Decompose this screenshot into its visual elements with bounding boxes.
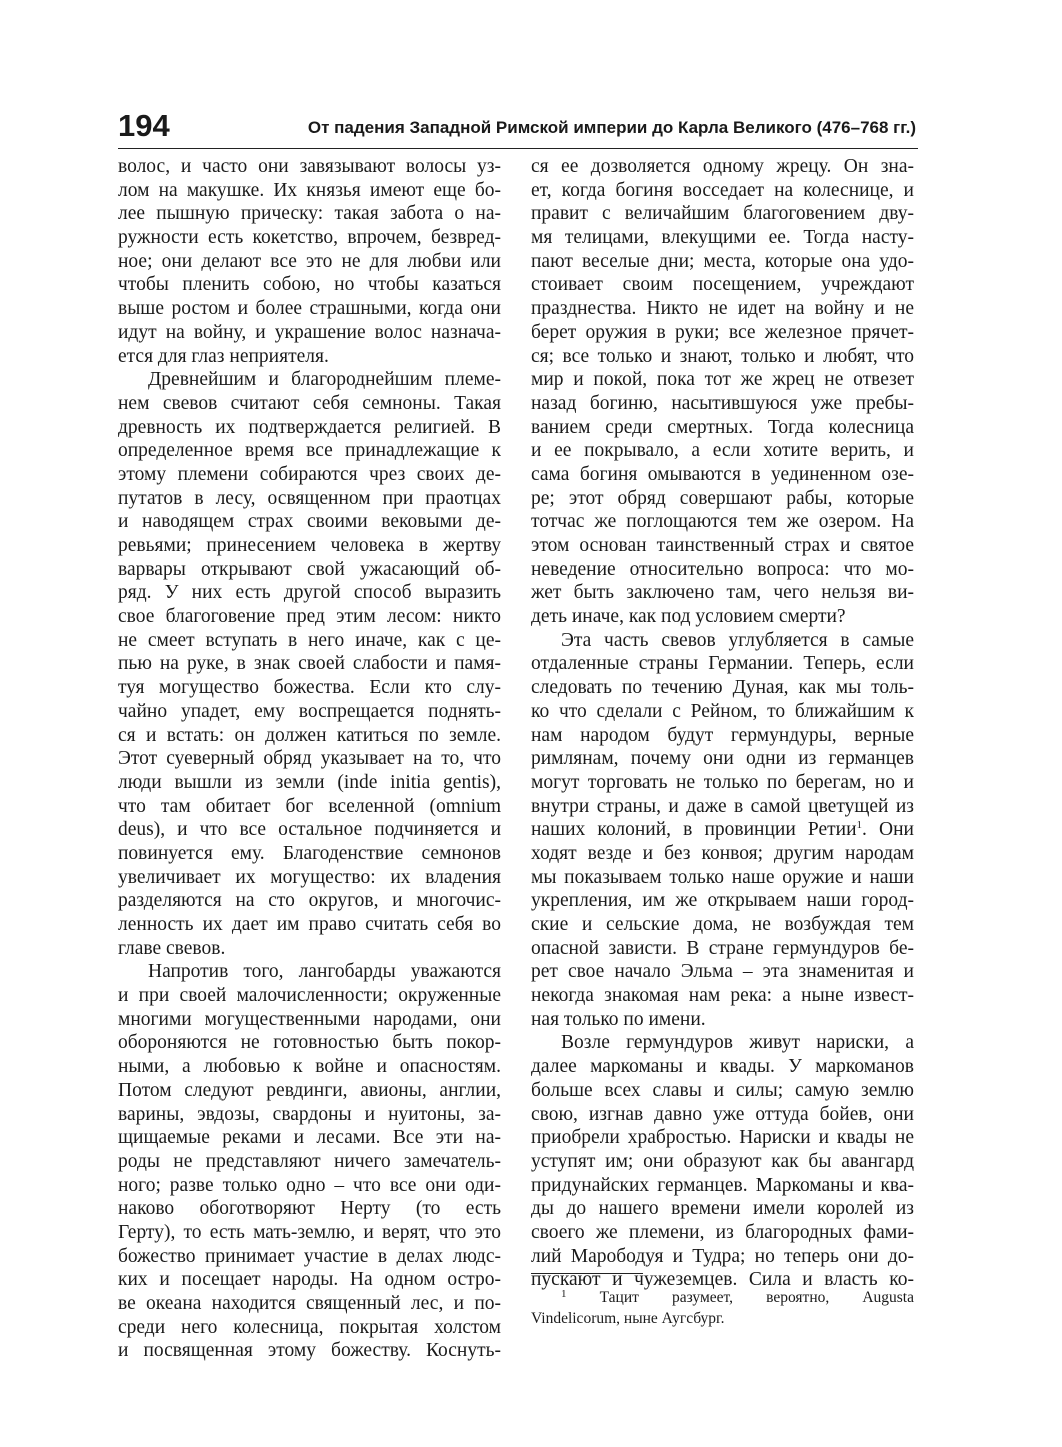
text-line-content: свое благоговение пред этим лесом: никто — [118, 606, 501, 628]
text-line-content: роды не представляют ничего замечатель- — [118, 1150, 501, 1172]
text-line-content: и ее покрывало, а если хотите верить, и — [531, 440, 914, 462]
text-line-content: многими могущественными народами, они — [118, 1008, 501, 1030]
text-line-content: божество принимает участие в делах людс- — [118, 1245, 501, 1267]
text-line-content: главе свевов. — [118, 937, 226, 959]
text-line — [118, 771, 501, 795]
text-line-content: могут торговать не только по берегам, но и — [531, 771, 914, 793]
text-line-content: своего же племени, из благородных фами- — [531, 1221, 914, 1243]
text-line-content: рет свое начало Эльма – эта знаменитая и — [531, 961, 914, 983]
text-line-content: ная только по имени. — [531, 1008, 706, 1030]
text-line — [531, 439, 914, 463]
text-line — [531, 416, 914, 440]
text-line — [118, 581, 501, 605]
text-line-content: Напротив того, лангобарды уважаются — [148, 961, 501, 983]
text-line — [531, 724, 914, 748]
text-line — [118, 866, 501, 890]
text-line-content: щищаемые реками и лесами. Все эти на- — [118, 1127, 501, 1149]
text-line — [118, 937, 501, 961]
text-line-content: ре; этот обряд совершают рабы, которые — [531, 487, 914, 509]
text-line — [531, 297, 914, 321]
footnote-marker: 1 — [561, 1288, 567, 1300]
text-line-content: и при своей малочисленности; окруженные — [118, 985, 501, 1007]
text-line-content: некогда знакомая нам река: а ныне извест- — [531, 985, 914, 1007]
text-line — [531, 392, 914, 416]
text-line — [118, 416, 501, 440]
text-line — [531, 510, 914, 534]
right-column — [531, 155, 914, 1292]
text-line — [531, 155, 914, 179]
text-line — [118, 250, 501, 274]
text-line-content: лее пышную прическу: такая забота о на- — [118, 203, 501, 225]
text-line-content: правит с величайшим благоговением дву- — [531, 203, 914, 225]
text-line-content: идут на войну, и украшение волос назнача- — [118, 321, 501, 343]
text-line-content: ких и посещает народы. На одном остро- — [118, 1269, 501, 1291]
text-line-content: придунайских германцев. Маркоманы и ква- — [531, 1174, 914, 1196]
text-line — [118, 179, 501, 203]
text-line — [531, 179, 914, 203]
footnote-reference: 1 — [856, 819, 863, 832]
text-line-content: ванием среди смертных. Тогда колесница — [531, 416, 914, 438]
text-line — [118, 1245, 501, 1269]
text-line-content: тотчас же поглощаются тем же озером. На — [531, 511, 914, 533]
text-line — [118, 1031, 501, 1055]
text-line-content: ется для глаз неприятеля. — [118, 345, 329, 367]
text-line-content: варины, эвдозы, свардоны и нуитоны, за- — [118, 1103, 501, 1125]
text-line — [531, 1150, 914, 1174]
running-title: От падения Западной Римской империи до Карла Великого (476–768 гг.) — [307, 118, 916, 137]
text-line-content: ревьями; принесением человека в жертву — [118, 535, 501, 556]
text-line-content: следовать по течению Дуная, как мы толь- — [531, 677, 914, 699]
text-line-content: ное; они делают все это не для любви или — [118, 250, 501, 272]
text-line — [118, 487, 501, 511]
text-line — [118, 629, 501, 653]
text-line-content: ся ее дозволяется одному жрецу. Он зна- — [531, 156, 914, 177]
text-line-content: лий Марободуя и Тудра; но теперь они до- — [531, 1245, 914, 1267]
text-line-content: ходят везде и без конвоя; другим народам — [531, 842, 914, 864]
text-line-content: Герту), то есть мать-землю, и верят, что это — [118, 1221, 501, 1243]
text-line — [118, 297, 501, 321]
text-line — [118, 1339, 501, 1363]
text-line-content: Древнейшим и благороднейшим племе- — [148, 369, 501, 391]
text-line — [118, 202, 501, 226]
text-line — [118, 1268, 501, 1292]
text-line-continuation: . Они — [862, 819, 914, 841]
text-line-content: ружности есть кокетство, впрочем, безвред- — [118, 227, 501, 249]
text-line-content: ет, когда богиня восседает на колеснице, и — [531, 179, 914, 201]
text-line — [531, 1197, 914, 1221]
text-line-content: Этот суеверный обряд указывает на то, что — [118, 748, 501, 770]
text-line — [118, 1079, 501, 1103]
text-line-content: пают веселые дни; места, которые она удо- — [531, 250, 914, 272]
text-line — [531, 960, 914, 984]
text-line — [118, 818, 501, 842]
text-line-content: этому племени собираются чрез своих де- — [118, 463, 501, 485]
text-line-content: внутри страны, и даже в самой цветущей из — [531, 795, 914, 817]
text-line — [118, 1197, 501, 1221]
text-line — [118, 1055, 501, 1079]
text-line-content: deus), и что все остальное подчиняется и — [118, 819, 501, 841]
text-line — [531, 913, 914, 937]
text-line — [118, 1126, 501, 1150]
text-line-content: наково обоготворяют Нерту (то есть — [118, 1198, 501, 1220]
text-line-content: лом на макушке. Их князья имеют еще бо- — [118, 179, 501, 201]
text-line — [118, 155, 501, 179]
text-line — [118, 724, 501, 748]
text-line — [531, 1221, 914, 1245]
text-line-content: мы показываем только наше оружие и наши — [531, 866, 914, 888]
text-line — [531, 368, 914, 392]
text-line-content: далее маркоманы и квады. У маркоманов — [531, 1056, 914, 1078]
footnote — [531, 1287, 914, 1329]
text-line — [118, 842, 501, 866]
text-line — [118, 652, 501, 676]
text-line — [531, 1103, 914, 1127]
text-line-content: чайно упадет, ему воспрещается поднять- — [118, 700, 501, 722]
text-line — [531, 605, 914, 629]
text-line-content: и наводящем страх своими вековыми де- — [118, 511, 501, 533]
text-line — [118, 1316, 501, 1340]
text-line — [118, 1292, 501, 1316]
text-line — [531, 889, 914, 913]
text-line — [531, 1079, 914, 1103]
text-line — [118, 747, 501, 771]
text-line-content: больше всех славы и силы; самую землю — [531, 1079, 914, 1101]
text-line-content: ся и встать: он должен катиться по земле. — [118, 724, 501, 746]
text-line — [531, 818, 914, 842]
text-line-content: деть иначе, как под условием смерти? — [531, 606, 846, 628]
text-line — [531, 1174, 914, 1198]
text-line-content: ские и сельские дома, не возбуждая тем — [531, 914, 914, 935]
page-number: 194 — [118, 108, 170, 143]
text-line-content: укрепления, им же открываем наши город- — [531, 890, 914, 912]
text-line-content: путатов в лесу, освященном при праотцах — [118, 487, 501, 509]
text-line-content: празднества. Никто не идет на войну и не — [531, 298, 914, 320]
text-line — [118, 1221, 501, 1245]
text-line — [531, 558, 914, 582]
text-line — [118, 321, 501, 345]
text-line — [531, 984, 914, 1008]
text-line-content: разделяются на сто округов, и многочис- — [118, 890, 501, 912]
text-line — [531, 700, 914, 724]
text-line — [118, 960, 501, 984]
text-line-content: нем свевов считают себя семноны. Такая — [118, 392, 501, 414]
text-line — [531, 1008, 914, 1032]
text-line — [118, 558, 501, 582]
text-line — [531, 581, 914, 605]
text-line — [118, 534, 501, 558]
text-line — [531, 1055, 914, 1079]
text-line-content: Потом следуют ревдинги, авионы, англии, — [118, 1079, 501, 1101]
text-line-content: ленность их дает им право считать себя во — [118, 914, 501, 935]
footnote-text: Vindelicorum, ныне Аугсбург. — [531, 1310, 725, 1327]
text-line — [118, 510, 501, 534]
text-line — [531, 1126, 914, 1150]
text-line — [118, 795, 501, 819]
text-line-content: туя могущество божества. Если кто слу- — [118, 677, 501, 699]
text-line — [531, 250, 914, 274]
text-line — [118, 439, 501, 463]
text-line — [118, 273, 501, 297]
text-line-content: мир и покой, пока тот же жрец не отвезет — [531, 369, 914, 391]
footnote-line — [531, 1287, 914, 1308]
text-line-content: ко что сделали с Рейном, то ближайшим к — [531, 700, 914, 722]
text-line-content: приобрели храбростью. Нариски и квады не — [531, 1127, 914, 1149]
text-line-content: пускают и чужеземцев. Сила и власть ко- — [531, 1269, 914, 1291]
text-line-content: древность их подтверждается религией. В — [118, 416, 501, 438]
text-line — [531, 226, 914, 250]
text-line — [118, 392, 501, 416]
text-line-content: не смеет вступать в него иначе, как с це- — [118, 629, 501, 651]
text-line — [531, 273, 914, 297]
text-line — [531, 866, 914, 890]
text-line-content: Возле гермундуров живут нариски, а — [561, 1032, 914, 1054]
text-line — [531, 747, 914, 771]
text-line — [531, 1245, 914, 1269]
text-line-content: ся; все только и знают, только и любят, что — [531, 345, 914, 367]
text-line-content: обороняются не готовностью быть покор- — [118, 1032, 501, 1054]
text-line — [118, 226, 501, 250]
footnote-text: Тацит разумеет, вероятно, Augusta — [599, 1289, 914, 1306]
text-line-content: римлянам, почему они одни из германцев — [531, 748, 914, 770]
text-line-content: назад богиню, насытившуюся уже пребы- — [531, 392, 914, 414]
text-line-content: и посвященная этому божеству. Коснуть- — [118, 1340, 501, 1362]
text-line — [118, 368, 501, 392]
text-line — [531, 795, 914, 819]
footnote-rule — [531, 1273, 643, 1274]
text-line-content: наших колоний, в провинции Ретии — [531, 819, 857, 841]
text-line-content: стоивает своим посещением, учреждают — [531, 274, 914, 296]
text-line — [531, 771, 914, 795]
text-line-content: пью на руке, в знак своей слабости и памя- — [118, 653, 501, 675]
text-line-content: ряд. У них есть другой способ выразить — [118, 582, 501, 604]
text-line — [531, 937, 914, 961]
left-column — [118, 155, 501, 1363]
text-line-content: чтобы пленить собою, но чтобы казаться — [118, 274, 501, 296]
text-line-content: мя телицами, влекущими ее. Тогда насту- — [531, 227, 914, 249]
text-line-content: опасной зависти. В стране гермундуров бе- — [531, 937, 914, 959]
text-line-content: ве океана находится священный лес, и по- — [118, 1293, 501, 1314]
text-line — [531, 534, 914, 558]
text-line-content: нам народом будут гермундуры, верные — [531, 724, 914, 746]
text-line-content: увеличивает их могущество: их владения — [118, 866, 501, 888]
text-line — [118, 700, 501, 724]
text-line-content: волос, и часто они завязывают волосы уз- — [118, 156, 501, 177]
text-line-content: выше ростом и более страшными, когда они — [118, 298, 501, 320]
text-line-content: повинуется ему. Благоденствие семнонов — [118, 842, 501, 864]
text-line-content: ды до нашего времени имели королей из — [531, 1198, 914, 1220]
text-line — [118, 1150, 501, 1174]
text-line — [531, 202, 914, 226]
text-line-content: что там обитает бог вселенной (omnium — [118, 795, 501, 817]
text-line — [118, 1174, 501, 1198]
text-line — [531, 652, 914, 676]
text-line — [118, 889, 501, 913]
text-line — [531, 676, 914, 700]
text-line-content: уступят им; они образуют как бы авангард — [531, 1150, 914, 1172]
text-line — [531, 321, 914, 345]
text-line — [531, 629, 914, 653]
text-line-content: неведение относительно вопроса: что мо- — [531, 558, 914, 580]
text-line — [118, 984, 501, 1008]
text-line-content: берет оружия в руки; все железное прячет- — [531, 321, 914, 343]
text-line-content: ными, а любовью к войне и опасностям. — [118, 1056, 501, 1078]
text-line-content: отдаленные страны Германии. Теперь, если — [531, 653, 914, 675]
text-line — [118, 463, 501, 487]
text-line-content: свою, изгнав давно уже оттуда бойев, они — [531, 1103, 914, 1125]
text-line-content: определенное время все принадлежащие к — [118, 440, 501, 462]
text-line-content: Эта часть свевов углубляется в самые — [561, 629, 914, 651]
text-line — [118, 676, 501, 700]
text-line — [531, 487, 914, 511]
text-line-content: сама богиня омываются в уединенном озе- — [531, 463, 914, 485]
running-header — [118, 108, 918, 149]
text-line-content: ного; разве только одно – что все они оди- — [118, 1174, 501, 1196]
footnote-line — [531, 1308, 914, 1329]
text-line — [531, 463, 914, 487]
text-line — [118, 605, 501, 629]
text-line — [118, 913, 501, 937]
text-line-content: жет быть заключено там, чего нельзя ви- — [531, 582, 914, 604]
text-line-content: среди него колесница, покрытая холстом — [118, 1316, 501, 1338]
text-line-content: варвары открывают свой ужасающий об- — [118, 558, 501, 580]
text-line — [118, 345, 501, 369]
text-line — [118, 1103, 501, 1127]
text-line — [118, 1008, 501, 1032]
text-line — [531, 1031, 914, 1055]
text-line-content: люди вышли из земли (inde initia gentis), — [118, 771, 501, 793]
text-line-content: этом основан таинственный страх и святое — [531, 535, 914, 556]
text-line — [531, 345, 914, 369]
text-line — [531, 842, 914, 866]
